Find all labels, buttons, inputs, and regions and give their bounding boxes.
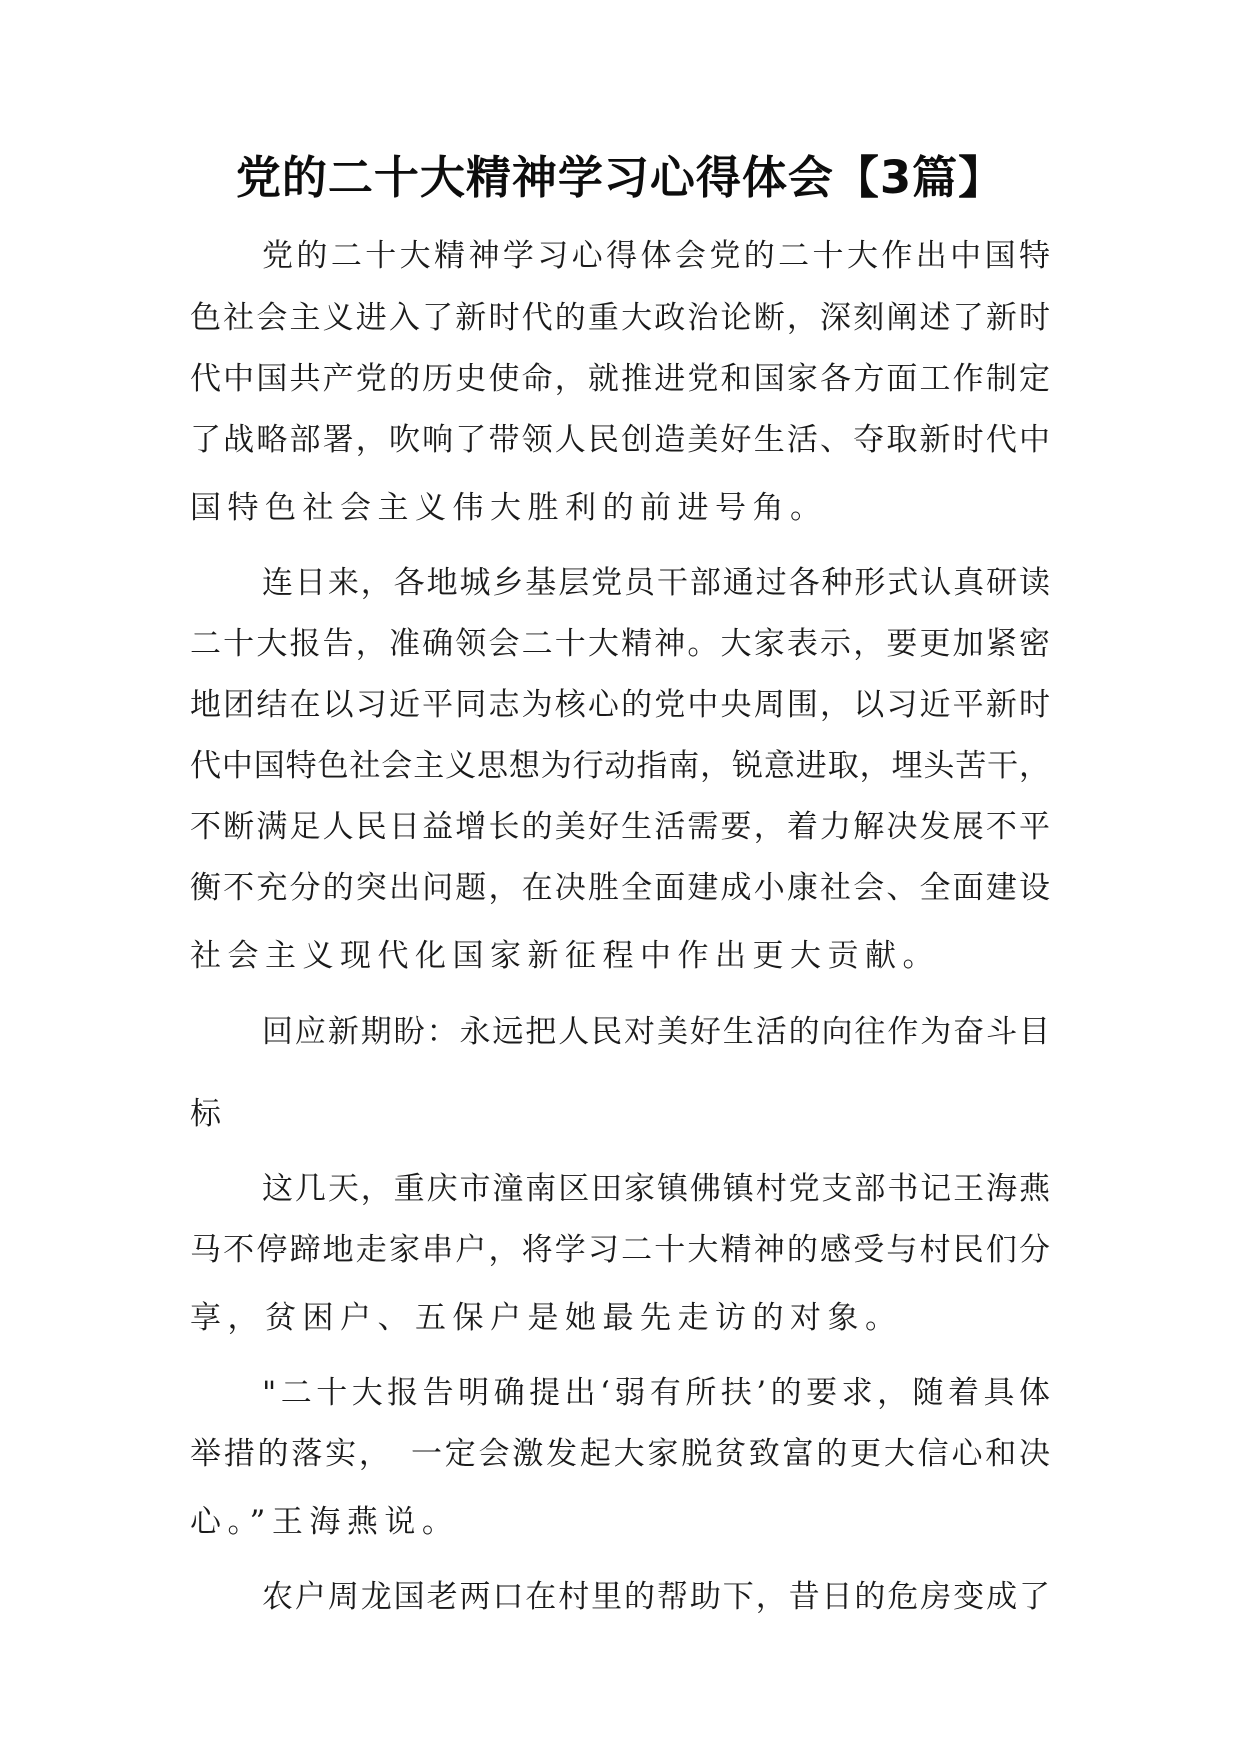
paragraph-line: 农户周龙国老两口在村里的帮助下，昔日的危房变成了 — [262, 1579, 1050, 1615]
paragraph-line: 享，贫困户、五保户是她最先走访的对象。 — [190, 1300, 903, 1336]
paragraph-line: 衡不充分的突出问题，在决胜全面建成小康社会、全面建设 — [190, 870, 1050, 906]
document-title: 党的二十大精神学习心得体会【3篇】 — [235, 151, 1005, 204]
paragraph-line: 回应新期盼：永远把人民对美好生活的向往作为奋斗目 — [262, 1014, 1050, 1050]
paragraph-line: 标 — [190, 1096, 228, 1132]
paragraph-line: 党的二十大精神学习心得体会党的二十大作出中国特 — [262, 238, 1050, 274]
paragraph-line: 了战略部署，吹响了带领人民创造美好生活、夺取新时代中 — [190, 422, 1050, 458]
paragraph-line: 代中国特色社会主义思想为行动指南，锐意进取，埋头苦干， — [190, 748, 1050, 784]
paragraph-line: 心。”王海燕说。 — [190, 1504, 460, 1540]
paragraph-line: 这几天，重庆市潼南区田家镇佛镇村党支部书记王海燕 — [262, 1171, 1050, 1207]
paragraph-line: 马不停蹄地走家串户，将学习二十大精神的感受与村民们分 — [190, 1232, 1050, 1268]
paragraph-line: 色社会主义进入了新时代的重大政治论断，深刻阐述了新时 — [190, 300, 1050, 336]
paragraph-line: 举措的落实， 一定会激发起大家脱贫致富的更大信心和决 — [190, 1436, 1050, 1472]
paragraph-line: 连日来，各地城乡基层党员干部通过各种形式认真研读 — [262, 565, 1050, 601]
paragraph-line: 不断满足人民日益增长的美好生活需要，着力解决发展不平 — [190, 809, 1050, 845]
paragraph-line: 代中国共产党的历史使命，就推进党和国家各方面工作制定 — [190, 361, 1050, 397]
paragraph-line: 二十大报告，准确领会二十大精神。大家表示，要更加紧密 — [190, 626, 1050, 662]
paragraph-line: 国特色社会主义伟大胜利的前进号角。 — [190, 490, 828, 526]
paragraph-line: "二十大报告明确提出‘弱有所扶’的要求，随着具体 — [262, 1375, 1050, 1411]
paragraph-line: 地团结在以习近平同志为核心的党中央周围，以习近平新时 — [190, 687, 1050, 723]
paragraph-line: 社会主义现代化国家新征程中作出更大贡献。 — [190, 938, 940, 974]
